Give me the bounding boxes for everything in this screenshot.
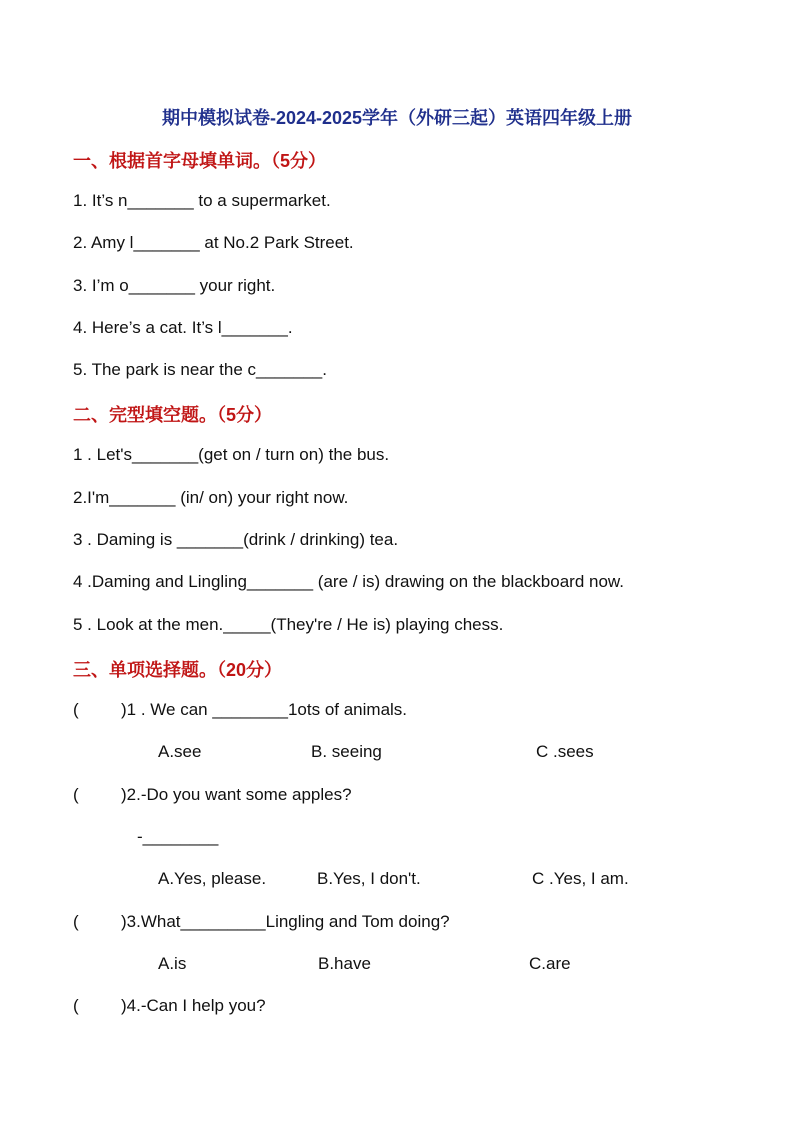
question-3-stem: )3.What_________Lingling and Tom doing?	[121, 912, 450, 931]
question-4-stem: )4.-Can I help you?	[121, 996, 266, 1015]
section-1-item-5: 5. The park is near the c_______.	[73, 360, 327, 379]
answer-paren-1: (	[73, 700, 79, 719]
section-1-heading: 一、根据首字母填单词。（5分）	[73, 151, 327, 171]
answer-paren-4: (	[73, 996, 79, 1015]
question-2-stem: )2.-Do you want some apples?	[121, 785, 352, 804]
section-2-item-1: 1 . Let's_______(get on / turn on) the bus.	[73, 445, 390, 464]
answer-paren-3: (	[73, 912, 79, 931]
section-3-heading: 三、单项选择题。（20分）	[73, 660, 283, 680]
section-2-item-3: 3 . Daming is _______(drink / drinking) tea.	[73, 530, 399, 549]
question-2-option-a: A.Yes, please.	[158, 869, 267, 888]
question-2-option-c: C .Yes, I am.	[532, 869, 629, 888]
page-title: 期中模拟试卷-2024-2025学年（外研三起）英语四年级上册	[161, 108, 633, 128]
answer-paren-2: (	[73, 785, 79, 804]
section-2-item-5: 5 . Look at the men._____(They're / He is) playing chess.	[73, 615, 504, 634]
section-2-item-2: 2.I'm_______ (in/ on) your right now.	[73, 488, 349, 507]
section-1-item-2: 2. Amy l_______ at No.2 Park Street.	[73, 233, 354, 252]
question-2-answer-line: -________	[137, 827, 219, 846]
question-3-option-a: A.is	[158, 954, 187, 973]
section-1-item-1: 1. It’s n_______ to a supermarket.	[73, 191, 331, 210]
question-1-option-b: B. seeing	[311, 742, 382, 761]
question-3-option-c: C.are	[529, 954, 571, 973]
section-2-heading: 二、完型填空题。（5分）	[73, 405, 273, 425]
question-1-stem: )1 . We can ________1ots of animals.	[121, 700, 408, 719]
section-1-item-3: 3. I’m o_______ your right.	[73, 276, 276, 295]
question-1-option-c: C .sees	[536, 742, 594, 761]
question-3-option-b: B.have	[318, 954, 371, 973]
question-2-option-b: B.Yes, I don't.	[317, 869, 421, 888]
section-2-item-4: 4 .Daming and Lingling_______ (are / is) drawing on the blackboard now.	[73, 572, 624, 591]
question-1-option-a: A.see	[158, 742, 202, 761]
section-1-item-4: 4. Here’s a cat. It’s l_______.	[73, 318, 293, 337]
